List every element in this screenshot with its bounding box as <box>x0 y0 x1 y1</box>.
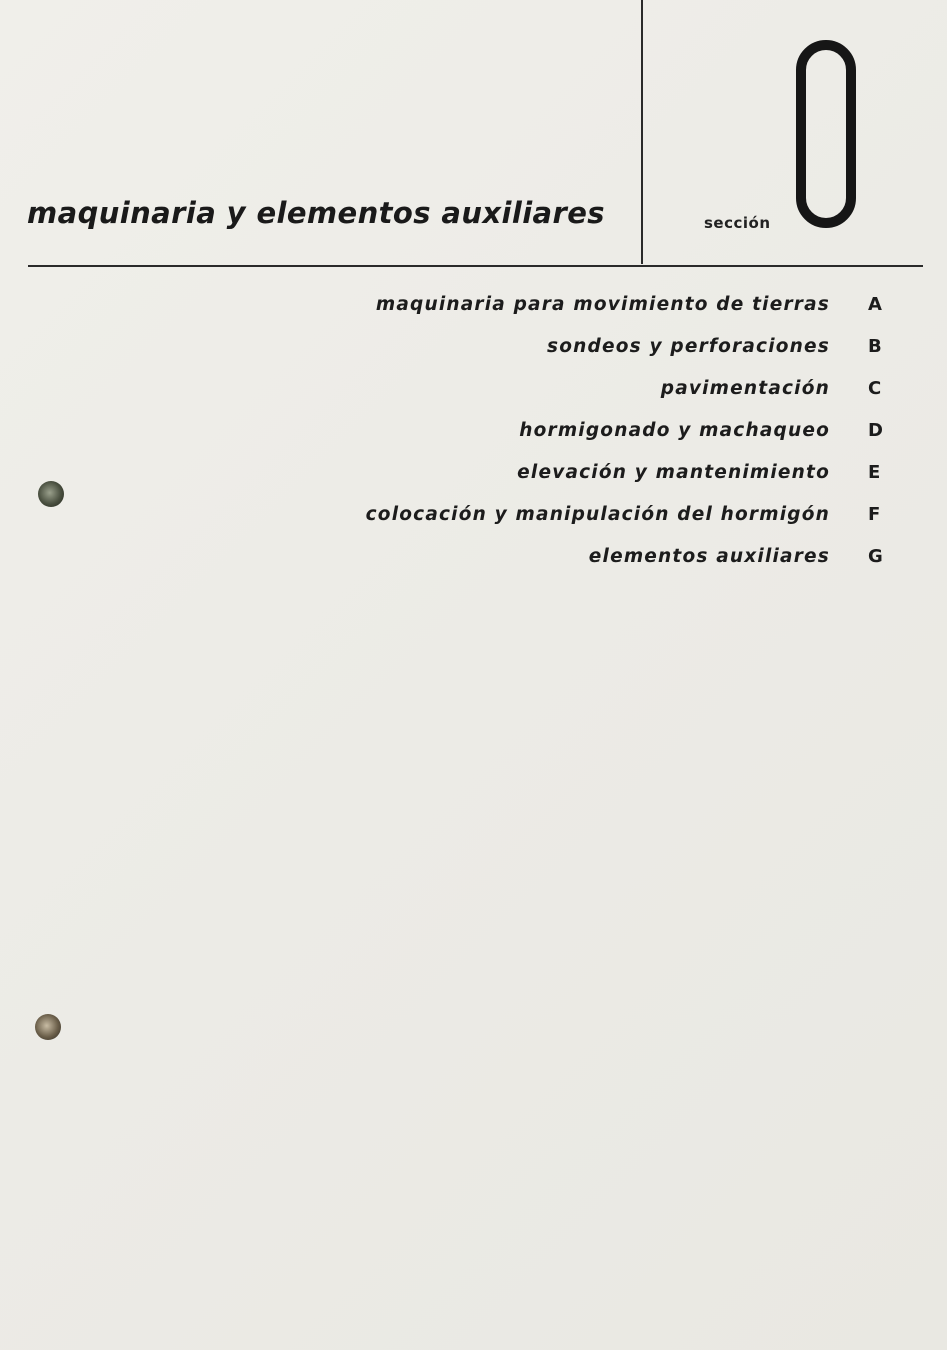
toc-item-label: colocación y manipulación del hormigón <box>365 504 830 525</box>
toc-item-label: sondeos y perforaciones <box>547 336 830 357</box>
toc-item-letter: G <box>868 546 883 567</box>
toc-item <box>300 294 900 336</box>
table-of-contents <box>300 294 900 588</box>
toc-item-letter: C <box>868 378 882 399</box>
punch-hole-top <box>38 481 64 507</box>
toc-item-label: pavimentación <box>660 378 830 399</box>
toc-item <box>300 420 900 462</box>
section-number-text: 0 <box>825 140 827 141</box>
toc-item <box>300 462 900 504</box>
punch-hole-bottom <box>35 1014 61 1040</box>
section-label: sección <box>704 214 771 232</box>
toc-item-letter: F <box>868 504 881 525</box>
toc-item-label: elementos auxiliares <box>588 546 830 567</box>
toc-item-label: elevación y mantenimiento <box>517 462 830 483</box>
toc-item <box>300 546 900 588</box>
header-vertical-rule <box>641 0 643 264</box>
toc-item-label: hormigonado y machaqueo <box>519 420 830 441</box>
toc-item <box>300 504 900 546</box>
toc-item-letter: E <box>868 462 881 483</box>
toc-item <box>300 336 900 378</box>
toc-item-letter: D <box>868 420 883 441</box>
header-horizontal-rule <box>28 265 923 267</box>
page-title: maquinaria y elementos auxiliares <box>27 196 605 230</box>
toc-item-label: maquinaria para movimiento de tierras <box>375 294 830 315</box>
toc-item-letter: B <box>868 336 882 357</box>
toc-item-letter: A <box>868 294 882 315</box>
toc-item <box>300 378 900 420</box>
section-number-graphic <box>796 40 856 228</box>
